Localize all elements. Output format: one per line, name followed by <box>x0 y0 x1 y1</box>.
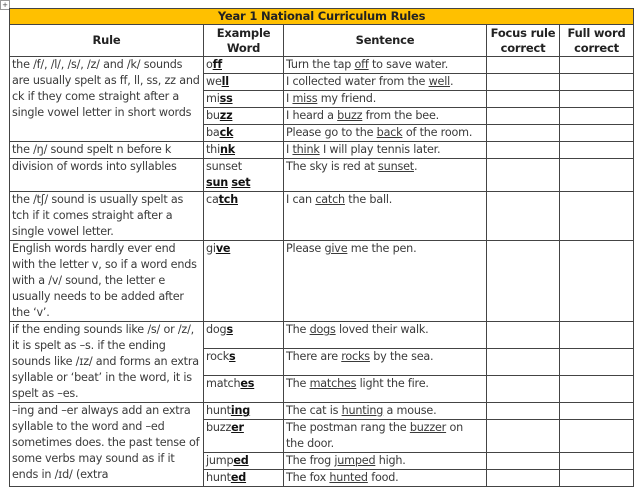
focus-rule-correct-cell[interactable] <box>487 420 560 453</box>
example-word-cell <box>204 74 284 91</box>
sentence-cell <box>284 470 487 487</box>
sentence-key-word: miss <box>292 92 318 105</box>
full-word-correct-cell[interactable] <box>560 57 634 74</box>
word-focus-letters: es <box>240 377 255 390</box>
focus-rule-correct-cell[interactable] <box>487 453 560 470</box>
full-word-correct-cell[interactable] <box>560 91 634 108</box>
sentence-start: I can <box>286 193 316 206</box>
table-row <box>10 241 634 322</box>
full-word-correct-cell[interactable] <box>560 192 634 241</box>
sentence-key-word: give <box>324 242 348 255</box>
sentence-cell <box>284 420 487 453</box>
word-focus-letters: zz <box>219 109 233 122</box>
sentence-key-word: back <box>376 126 403 139</box>
sentence-cell <box>284 91 487 108</box>
sentence-end: me the pen. <box>347 242 417 255</box>
sentence-start: The sky is red at <box>286 160 379 173</box>
focus-rule-correct-cell[interactable] <box>487 470 560 487</box>
sentence-end: by the sea. <box>369 350 434 363</box>
word-focus-letters: tch <box>218 193 238 206</box>
rule-cell: –ing and –er always add an extra syllable to the word and –ed sometimes does. the past tense of some verbs may sound as if it ends in /ɪd/ (extra <box>10 403 204 487</box>
full-word-correct-cell[interactable] <box>560 322 634 349</box>
full-word-correct-cell[interactable] <box>560 159 634 192</box>
sentence-start: I collected water from the <box>286 75 429 88</box>
sentence-cell <box>284 108 487 125</box>
example-word-cell <box>204 91 284 108</box>
word-prefix: buzz <box>206 421 232 434</box>
sentence-start: The fox <box>286 471 330 484</box>
sentence-cell <box>284 159 487 192</box>
sentence-start: I heard a <box>286 109 338 122</box>
syllable-part: sun <box>206 176 228 189</box>
sentence-end: high. <box>375 454 406 467</box>
full-word-correct-cell[interactable] <box>560 403 634 420</box>
focus-rule-correct-cell[interactable] <box>487 142 560 159</box>
sentence-cell <box>284 74 487 91</box>
sentence-cell <box>284 349 487 376</box>
focus-rule-correct-cell[interactable] <box>487 349 560 376</box>
sentence-key-word: matches <box>309 377 357 390</box>
example-word-cell <box>204 108 284 125</box>
word-focus-letters: ed <box>230 471 247 484</box>
sentence-end: from the bee. <box>362 109 439 122</box>
sentence-cell <box>284 403 487 420</box>
word-focus-letters: er <box>231 421 244 434</box>
sentence-end: . <box>450 75 454 88</box>
table-row <box>10 142 634 159</box>
word-focus-letters: s <box>229 350 236 363</box>
sentence-end: I will play tennis later. <box>319 143 441 156</box>
word-prefix: match <box>206 377 241 390</box>
word-focus-letters: ck <box>219 126 234 139</box>
example-word-cell <box>204 57 284 74</box>
word-focus-letters: ff <box>212 58 222 71</box>
word-prefix: mi <box>206 92 220 105</box>
full-word-correct-cell[interactable] <box>560 241 634 322</box>
focus-rule-correct-cell[interactable] <box>487 57 560 74</box>
sentence-end: a mouse. <box>383 404 437 417</box>
sentence-cell <box>284 142 487 159</box>
focus-rule-correct-cell[interactable] <box>487 403 560 420</box>
word-focus-letters: ve <box>215 242 231 255</box>
word-focus-letters: ss <box>219 92 233 105</box>
rule-cell: the /ŋ/ sound spelt n before k <box>10 142 204 159</box>
table-row <box>10 159 634 192</box>
sentence-start: The <box>286 377 310 390</box>
sentence-end: loved their walk. <box>335 323 429 336</box>
rule-cell: if the ending sounds like /s/ or /z/, it is spelt as –s. if the ending sounds like /ɪz/ and forms an extra syllable or ‘beat’ in the word, it is spelt as –es. <box>10 322 204 403</box>
sentence-start: The postman rang the <box>286 421 410 434</box>
sentence-start: Turn the tap <box>286 58 355 71</box>
sentence-end: to save water. <box>368 58 449 71</box>
sentence-start: I <box>286 92 293 105</box>
sentence-end: . <box>413 160 418 173</box>
focus-rule-correct-cell[interactable] <box>487 91 560 108</box>
focus-rule-correct-cell[interactable] <box>487 125 560 142</box>
sentence-start: The cat is <box>286 404 342 417</box>
example-word-cell <box>204 125 284 142</box>
word-prefix: thi <box>206 143 220 156</box>
word-prefix: gi <box>206 242 216 255</box>
sentence-key-word: buzz <box>337 109 363 122</box>
sentence-start: There are <box>286 350 342 363</box>
sentence-key-word: dogs <box>309 323 336 336</box>
word-focus-letters: ed <box>233 454 249 467</box>
curriculum-rules-table <box>9 8 634 487</box>
column-header-rule: Rule <box>10 25 204 57</box>
focus-rule-correct-cell[interactable] <box>487 241 560 322</box>
sentence-key-word: off <box>354 58 369 71</box>
sentence-cell <box>284 192 487 241</box>
focus-rule-correct-cell[interactable] <box>487 74 560 91</box>
word-prefix: we <box>206 75 222 88</box>
sentence-end: my friend. <box>317 92 377 105</box>
word-prefix: o <box>206 58 213 71</box>
rule-cell: the /f/, /l/, /s/, /z/ and /k/ sounds are usually spelt as ff, ll, ss, zz and ck if they come straight after a single vowel letter in short words <box>10 57 204 142</box>
column-header-full-word-correct: Full word correct <box>560 25 634 57</box>
full-word-correct-cell[interactable] <box>560 470 634 487</box>
full-word-correct-cell[interactable] <box>560 108 634 125</box>
rule-cell: division of words into syllables <box>10 159 204 192</box>
table-move-handle-icon[interactable]: + <box>0 0 10 10</box>
sentence-cell <box>284 125 487 142</box>
full-word-correct-cell[interactable] <box>560 125 634 142</box>
table-row <box>10 322 634 349</box>
focus-rule-correct-cell[interactable] <box>487 192 560 241</box>
rule-cell: the /tʃ/ sound is usually spelt as tch if it comes straight after a single vowel letter. <box>10 192 204 241</box>
full-word-correct-cell[interactable] <box>560 453 634 470</box>
sentence-key-word: buzzer <box>409 421 447 434</box>
table-title: Year 1 National Curriculum Rules <box>10 9 634 25</box>
word-focus-letters: ll <box>221 75 229 88</box>
example-word-cell <box>204 142 284 159</box>
sentence-start: Please go to the <box>286 126 377 139</box>
word-prefix: ca <box>206 193 219 206</box>
sentence-key-word: jumped <box>334 454 376 467</box>
focus-rule-correct-cell[interactable] <box>487 159 560 192</box>
sentence-key-word: catch <box>315 193 345 206</box>
sentence-end: food. <box>367 471 399 484</box>
full-word-correct-cell[interactable] <box>560 420 634 453</box>
word-prefix: sunset <box>206 160 242 173</box>
word-prefix: ba <box>206 126 220 139</box>
sentence-cell <box>284 453 487 470</box>
example-word-cell <box>204 470 284 487</box>
table-row <box>10 403 634 420</box>
sentence-cell <box>284 57 487 74</box>
sentence-key-word: think <box>292 143 320 156</box>
example-word-cell <box>204 159 284 192</box>
sentence-start: The <box>286 323 310 336</box>
word-prefix: dog <box>206 323 227 336</box>
table-row <box>10 57 634 74</box>
table-row <box>10 192 634 241</box>
word-prefix: bu <box>206 109 220 122</box>
sentence-end: of the room. <box>402 126 473 139</box>
word-prefix: rock <box>206 350 230 363</box>
sentence-cell <box>284 241 487 322</box>
syllable-part: set <box>231 176 251 189</box>
sentence-end: the ball. <box>344 193 393 206</box>
word-prefix: jump <box>206 454 234 467</box>
sentence-start: I <box>286 143 293 156</box>
sentence-cell <box>284 376 487 403</box>
full-word-correct-cell[interactable] <box>560 376 634 403</box>
column-header-example-word: Example Word <box>204 25 284 57</box>
example-word-cell <box>204 241 284 322</box>
example-word-cell <box>204 322 284 349</box>
example-word-cell <box>204 453 284 470</box>
sentence-cell <box>284 322 487 349</box>
sentence-key-word: rocks <box>341 350 370 363</box>
sentence-key-word: well <box>428 75 451 88</box>
sentence-key-word: hunting <box>341 404 384 417</box>
focus-rule-correct-cell[interactable] <box>487 376 560 403</box>
focus-rule-correct-cell[interactable] <box>487 322 560 349</box>
sentence-start: Please <box>286 242 325 255</box>
full-word-correct-cell[interactable] <box>560 349 634 376</box>
example-word-cell <box>204 403 284 420</box>
example-word-cell <box>204 192 284 241</box>
word-focus-letters: s <box>226 323 233 336</box>
example-word-cell <box>204 376 284 403</box>
word-focus-letters: nk <box>220 143 236 156</box>
example-word-cell <box>204 349 284 376</box>
full-word-correct-cell[interactable] <box>560 74 634 91</box>
sentence-key-word: hunted <box>329 471 368 484</box>
sentence-start: The frog <box>286 454 335 467</box>
word-prefix: hunt <box>206 471 231 484</box>
sentence-key-word: sunset <box>378 160 414 173</box>
rule-cell: English words hardly ever end with the letter v, so if a word ends with a /v/ sound, the letter e usually needs to be added after the ‘v’. <box>10 241 204 322</box>
focus-rule-correct-cell[interactable] <box>487 108 560 125</box>
example-word-cell <box>204 420 284 453</box>
word-prefix: hunt <box>206 404 231 417</box>
column-header-focus-rule-correct: Focus rule correct <box>487 25 560 57</box>
full-word-correct-cell[interactable] <box>560 142 634 159</box>
sentence-end: light the fire. <box>356 377 429 390</box>
column-header-sentence: Sentence <box>284 25 487 57</box>
sentence-end: on the door. <box>286 421 463 450</box>
word-focus-letters: ing <box>230 404 251 417</box>
